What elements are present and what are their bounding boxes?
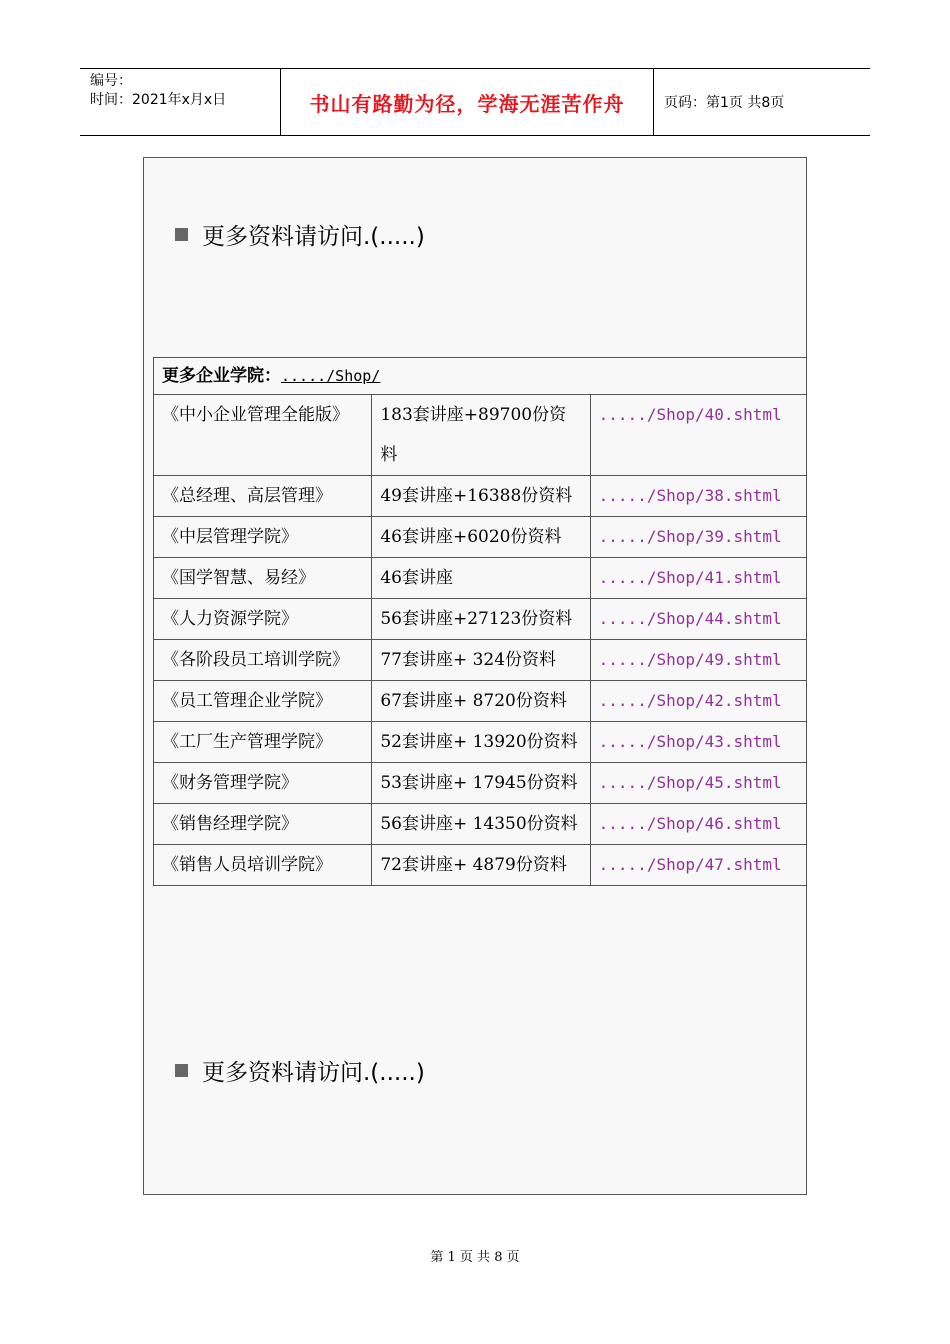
academy-count: 183套讲座+89700份资料 xyxy=(372,395,590,476)
academy-link[interactable]: ...../Shop/46.shtml xyxy=(590,804,807,845)
academy-name: 《中小企业管理全能版》 xyxy=(154,395,372,476)
academy-link[interactable]: ...../Shop/39.shtml xyxy=(590,517,807,558)
academy-name: 《员工管理企业学院》 xyxy=(154,681,372,722)
page-header xyxy=(80,68,870,136)
academy-link[interactable]: ...../Shop/45.shtml xyxy=(590,763,807,804)
academy-name: 《总经理、高层管理》 xyxy=(154,476,372,517)
academy-name: 《工厂生产管理学院》 xyxy=(154,722,372,763)
square-bullet-icon xyxy=(175,1064,188,1077)
academy-link[interactable]: ...../Shop/47.shtml xyxy=(590,845,807,886)
visit-notice-bottom xyxy=(175,1054,425,1087)
table-row xyxy=(154,722,808,763)
table-title-row xyxy=(154,358,808,395)
table-row xyxy=(154,476,808,517)
academy-count: 46套讲座 xyxy=(372,558,590,599)
academy-count: 56套讲座+ 14350份资料 xyxy=(372,804,590,845)
academy-link[interactable]: ...../Shop/44.shtml xyxy=(590,599,807,640)
academy-link[interactable]: ...../Shop/42.shtml xyxy=(590,681,807,722)
academy-count: 46套讲座+6020份资料 xyxy=(372,517,590,558)
academy-count: 49套讲座+16388份资料 xyxy=(372,476,590,517)
table-row xyxy=(154,395,808,476)
academy-link[interactable]: ...../Shop/41.shtml xyxy=(590,558,807,599)
visit-text: 更多资料请访问.(.....) xyxy=(202,224,425,250)
table-row xyxy=(154,558,808,599)
table-row xyxy=(154,640,808,681)
header-motto: 书山有路勤为径，学海无涯苦作舟 xyxy=(281,69,654,135)
academy-link[interactable]: ...../Shop/40.shtml xyxy=(590,395,807,476)
table-row xyxy=(154,804,808,845)
academy-name: 《国学智慧、易经》 xyxy=(154,558,372,599)
academy-name: 《各阶段员工培训学院》 xyxy=(154,640,372,681)
table-title-cell xyxy=(154,358,808,395)
academy-name: 《中层管理学院》 xyxy=(154,517,372,558)
academy-table-wrap xyxy=(153,357,807,886)
number-label: 编号： xyxy=(90,73,132,89)
table-title-link[interactable]: ...../Shop/ xyxy=(281,367,381,385)
visit-text: 更多资料请访问.(.....) xyxy=(202,1060,425,1086)
academy-count: 72套讲座+ 4879份资料 xyxy=(372,845,590,886)
page-footer: 第 1 页 共 8 页 xyxy=(430,1250,520,1265)
square-bullet-icon xyxy=(175,228,188,241)
academy-count: 67套讲座+ 8720份资料 xyxy=(372,681,590,722)
academy-name: 《人力资源学院》 xyxy=(154,599,372,640)
academy-count: 77套讲座+ 324份资料 xyxy=(372,640,590,681)
academy-link[interactable]: ...../Shop/38.shtml xyxy=(590,476,807,517)
header-page-code: 页码：第1页 共8页 xyxy=(664,95,785,111)
academy-name: 《销售经理学院》 xyxy=(154,804,372,845)
academy-table xyxy=(153,357,807,886)
academy-count: 56套讲座+27123份资料 xyxy=(372,599,590,640)
table-row xyxy=(154,517,808,558)
academy-name: 《销售人员培训学院》 xyxy=(154,845,372,886)
table-row xyxy=(154,681,808,722)
table-row xyxy=(154,599,808,640)
academy-count: 53套讲座+ 17945份资料 xyxy=(372,763,590,804)
visit-notice-top xyxy=(175,218,425,251)
academy-count: 52套讲座+ 13920份资料 xyxy=(372,722,590,763)
header-meta xyxy=(80,69,281,135)
academy-name: 《财务管理学院》 xyxy=(154,763,372,804)
academy-link[interactable]: ...../Shop/43.shtml xyxy=(590,722,807,763)
time-label: 时间：2021年x月x日 xyxy=(90,92,227,108)
table-row xyxy=(154,845,808,886)
table-title: 更多企业学院： xyxy=(162,366,281,386)
table-row xyxy=(154,763,808,804)
academy-link[interactable]: ...../Shop/49.shtml xyxy=(590,640,807,681)
